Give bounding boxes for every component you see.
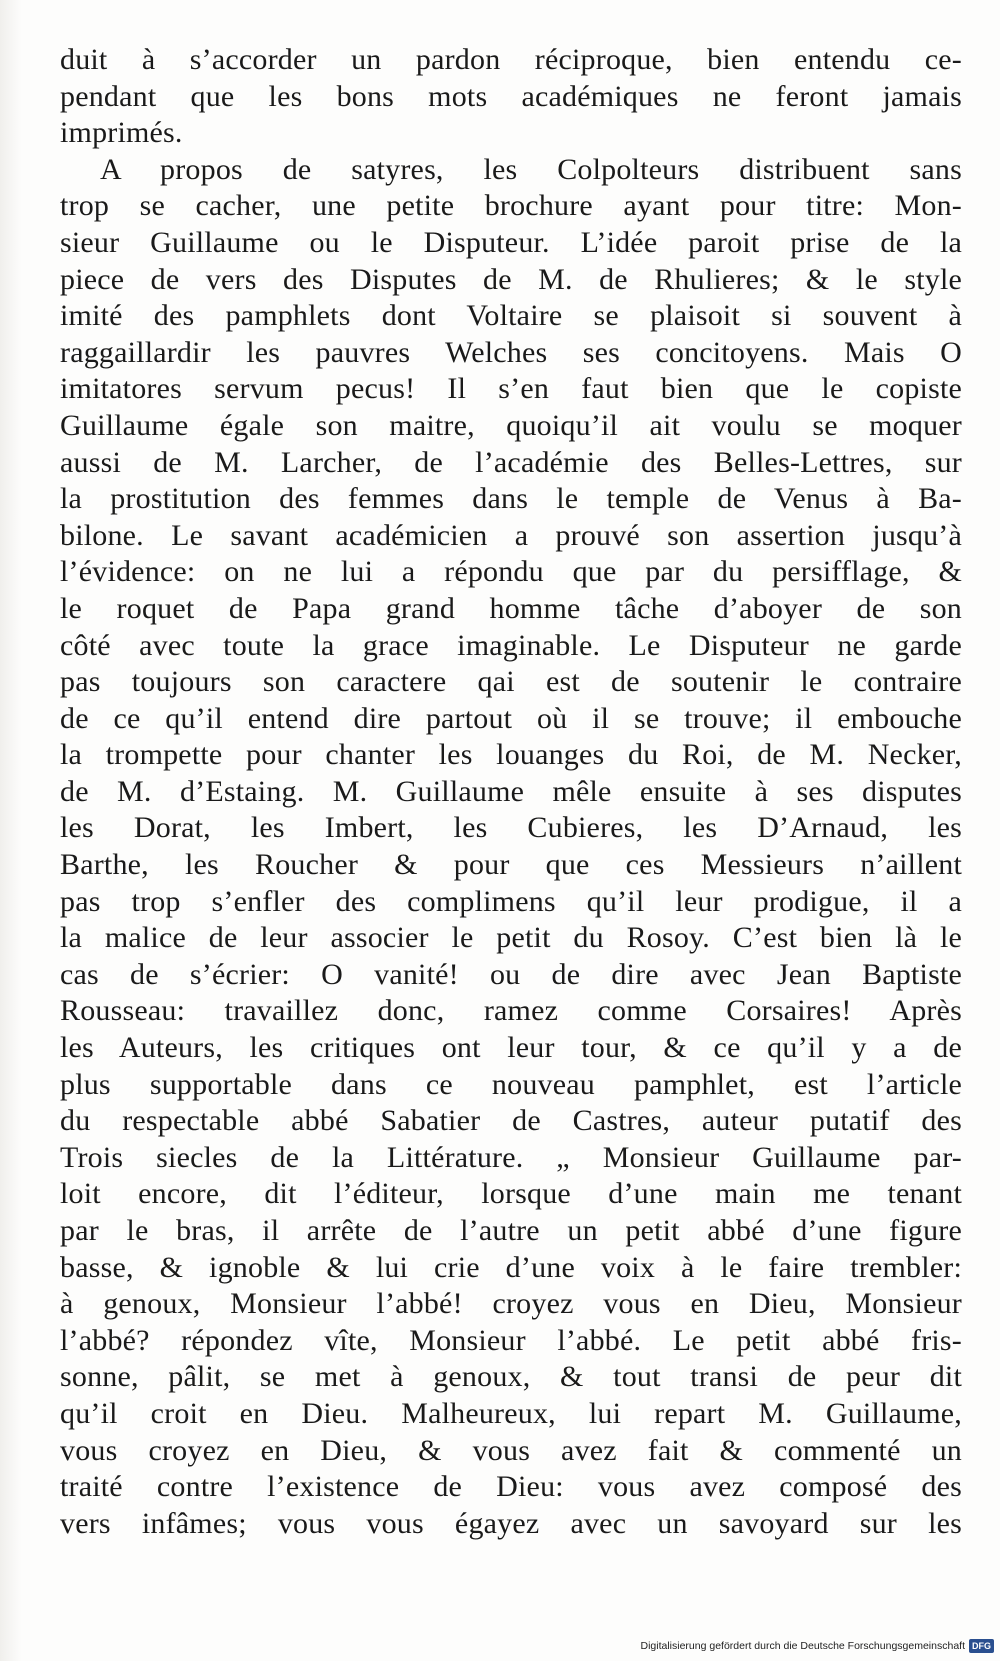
digitization-footer bbox=[640, 1635, 994, 1657]
text-line: à genoux, Monsieur l’abbé! croyez vous en Dieu, Monsieur bbox=[60, 1287, 962, 1321]
text-line: la trompette pour chanter les louanges du Roi, de M. Necker, bbox=[60, 738, 962, 772]
footer-credit: Digitalisierung gefördert durch die Deutsche Forschungsgemeinschaft bbox=[640, 1640, 965, 1652]
text-line: piece de vers des Disputes de M. de Rhulieres; & le style bbox=[60, 262, 962, 296]
text-line: de ce qu’il entend dire partout où il se trouve; il embouche bbox=[60, 701, 962, 735]
text-line: la prostitution des femmes dans le temple de Venus à Ba- bbox=[60, 482, 962, 516]
text-line: imité des pamphlets dont Voltaire se plaisoit si souvent à bbox=[60, 299, 962, 333]
text-line: pendant que les bons mots académiques ne feront jamais bbox=[60, 79, 962, 113]
text-line: les Dorat, les Imbert, les Cubieres, les D’Arnaud, les bbox=[60, 811, 962, 845]
body-text bbox=[60, 42, 962, 1542]
text-line: plus supportable dans ce nouveau pamphlet, est l’article bbox=[60, 1067, 962, 1101]
text-line: aussi de M. Larcher, de l’académie des Belles-Lettres, sur bbox=[60, 445, 962, 479]
dfg-logo: DFG bbox=[969, 1639, 994, 1653]
text-line: raggaillardir les pauvres Welches ses concitoyens. Mais O bbox=[60, 335, 962, 369]
text-line: basse, & ignoble & lui crie d’une voix à le faire trembler: bbox=[60, 1250, 962, 1284]
text-line: côté avec toute la grace imaginable. Le Disputeur ne garde bbox=[60, 628, 962, 662]
text-line: imprimés. bbox=[60, 116, 183, 150]
text-line: Rousseau: travaillez donc, ramez comme Corsaires! Après bbox=[60, 994, 962, 1028]
text-line: l’évidence: on ne lui a répondu que par du persifflage, & bbox=[60, 555, 962, 589]
text-line: imitatores servum pecus! Il s’en faut bien que le copiste bbox=[60, 372, 962, 406]
text-line: Guillaume égale son maitre, quoiqu’il ait voulu se moquer bbox=[60, 408, 962, 442]
text-line: duit à s’accorder un pardon réciproque, bien entendu ce- bbox=[60, 43, 962, 76]
text-line: de M. d’Estaing. M. Guillaume mêle ensuite à ses disputes bbox=[60, 774, 962, 808]
text-line: Trois siecles de la Littérature. „ Monsieur Guillaume par- bbox=[60, 1140, 962, 1174]
text-line: A propos de satyres, les Colpolteurs distribuent sans bbox=[100, 152, 962, 186]
text-line: les Auteurs, les critiques ont leur tour, & ce qu’il y a de bbox=[60, 1031, 962, 1065]
text-line: qu’il croit en Dieu. Malheureux, lui repart M. Guillaume, bbox=[60, 1396, 962, 1430]
text-line: pas toujours son caractere qai est de soutenir le contraire bbox=[60, 665, 962, 699]
text-line: loit encore, dit l’éditeur, lorsque d’une main me tenant bbox=[60, 1177, 962, 1211]
text-line: vous croyez en Dieu, & vous avez fait & commenté un bbox=[60, 1433, 962, 1467]
text-line: pas trop s’enfler des complimens qu’il leur prodigue, il a bbox=[60, 884, 962, 918]
text-line: bilone. Le savant académicien a prouvé son assertion jusqu’à bbox=[60, 518, 962, 552]
text-line: Barthe, les Roucher & pour que ces Messieurs n’aillent bbox=[60, 848, 962, 882]
text-line: le roquet de Papa grand homme tâche d’aboyer de son bbox=[60, 591, 962, 625]
text-line: vers infâmes; vous vous égayez avec un savoyard sur les bbox=[60, 1506, 962, 1540]
text-line: du respectable abbé Sabatier de Castres, auteur putatif des bbox=[60, 1104, 962, 1138]
text-line: cas de s’écrier: O vanité! ou de dire avec Jean Baptiste bbox=[60, 957, 962, 991]
text-line: sonne, pâlit, se met à genoux, & tout transi de peur dit bbox=[60, 1360, 962, 1394]
text-line: la malice de leur associer le petit du Rosoy. C’est bien là le bbox=[60, 921, 962, 955]
text-line: traité contre l’existence de Dieu: vous avez composé des bbox=[60, 1470, 962, 1504]
text-line: trop se cacher, une petite brochure ayant pour titre: Mon- bbox=[60, 189, 962, 223]
text-line: par le bras, il arrête de l’autre un petit abbé d’une figure bbox=[60, 1214, 962, 1247]
scan-edge-shadow bbox=[0, 0, 22, 1661]
text-line: l’abbé? répondez vîte, Monsieur l’abbé. Le petit abbé fris- bbox=[60, 1323, 962, 1357]
text-line: sieur Guillaume ou le Disputeur. L’idée paroit prise de la bbox=[60, 225, 962, 259]
